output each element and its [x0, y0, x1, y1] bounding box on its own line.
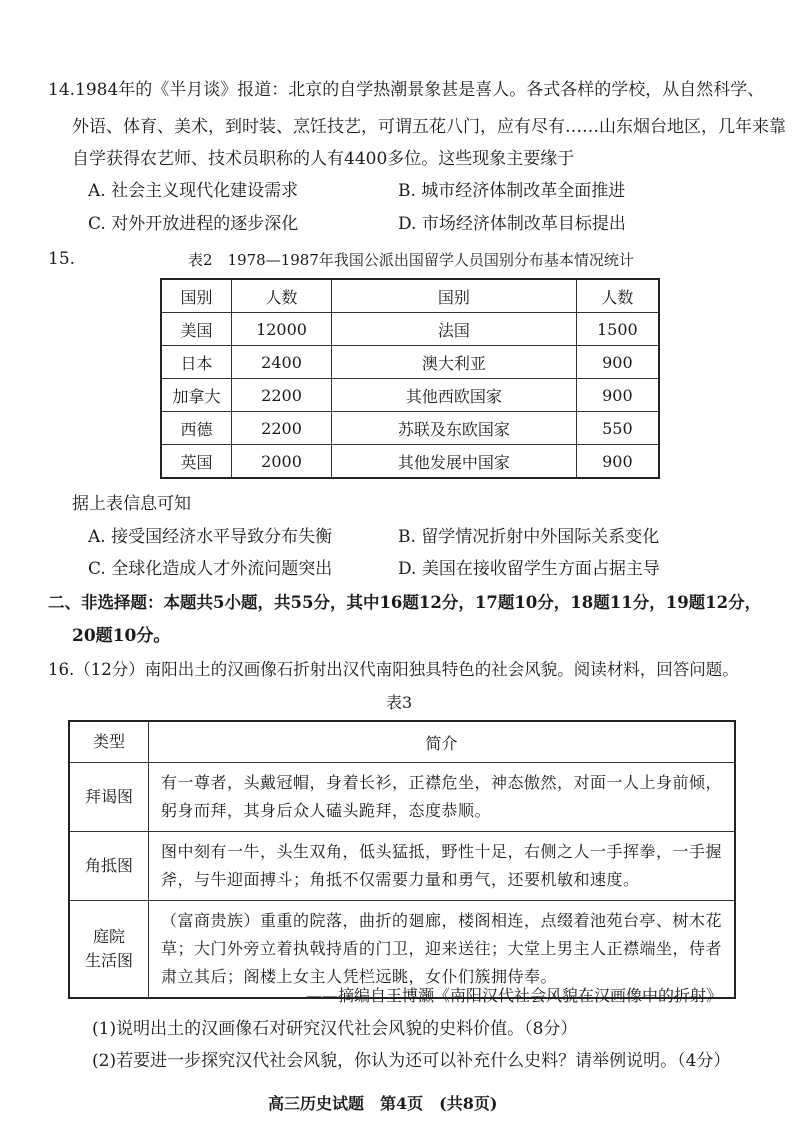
table2-cell: 其他发展中国家: [332, 445, 577, 479]
table3-desc-cell: （富商贵族）重重的院落，曲折的廻廊，楼阁相连，点缀着池苑台亭、树木花草；大门外旁立着执戟持盾的门卫，迎来送往；大堂上男主人正襟端坐，侍者肃立其后；阁楼上女主人凭栏远眺，女仆们簇拥侍奉。: [149, 901, 736, 999]
section2-heading-line-2: 20题10分。: [72, 626, 171, 646]
table2-cell: 12000: [231, 313, 331, 346]
q15-option-b: B. 留学情况折射中外国际关系变化: [398, 527, 660, 547]
table2: [160, 278, 660, 479]
table2-cell: 西德: [161, 412, 231, 445]
table2-cell: 2200: [231, 379, 331, 412]
table2-header-row: [161, 279, 659, 313]
table2-header-cell: 国别: [332, 279, 577, 313]
table2-row: [161, 445, 659, 479]
table2-cell: 550: [576, 412, 659, 445]
q14-option-a: A. 社会主义现代化建设需求: [88, 181, 299, 201]
table3-desc-cell: 图中刻有一牛，头生双角，低头猛抵，野性十足，右侧之人一手挥拳，一手握斧，与牛迎面搏斗；角抵不仅需要力量和勇气，还要机敏和速度。: [149, 832, 736, 901]
table2-caption: 表2 1978—1987年我国公派出国留学人员国别分布基本情况统计: [188, 251, 634, 269]
table3-row: [69, 832, 735, 901]
table3-desc-cell: 有一尊者，头戴冠帽，身着长衫，正襟危坐，神态傲然，对面一人上身前倾，躬身而拜，其身后众人磕头跪拜，态度恭顺。: [149, 763, 736, 832]
table3-row: [69, 763, 735, 832]
section2-heading-line-1: 二、非选择题：本题共5小题，共55分，其中16题12分，17题10分，18题11分，19题12分，: [48, 593, 762, 612]
table2-cell: 900: [576, 379, 659, 412]
table2-row: [161, 346, 659, 379]
table3-type-cell: [69, 832, 149, 901]
table2-row: [161, 379, 659, 412]
table2-cell: 2200: [231, 412, 331, 445]
table3-header-type: 类型: [69, 721, 149, 763]
q14-option-d: D. 市场经济体制改革目标提出: [398, 214, 626, 234]
table2-cell: 美国: [161, 313, 231, 346]
q16-subquestion-1: (1)说明出土的汉画像石对研究汉代社会风貌的史料价值。（8分）: [92, 1019, 578, 1039]
table3: [68, 720, 736, 999]
table2-cell: 2000: [231, 445, 331, 479]
q16-intro: 16.（12分）南阳出土的汉画像石折射出汉代南阳独具特色的社会风貌。阅读材料，回答问题。: [48, 660, 739, 679]
table2-cell: 900: [576, 445, 659, 479]
table2-cell: 日本: [161, 346, 231, 379]
q14-line-2: 外语、体育、美术，到时装、烹饪技艺，可谓五花八门，应有尽有……山东烟台地区，几年来靠: [72, 117, 786, 137]
q15-option-d: D. 美国在接收留学生方面占据主导: [398, 559, 660, 579]
table2-cell: 英国: [161, 445, 231, 479]
table3-caption: 表3: [386, 693, 413, 712]
table3-type-text: 拜谒图: [84, 787, 133, 806]
q16-source: ——摘编自王博灏《南阳汉代社会风貌在汉画像中的折射》: [306, 986, 723, 1005]
q15-stem: 据上表信息可知: [72, 494, 191, 514]
table2-cell: 加拿大: [161, 379, 231, 412]
table2-header-cell: 人数: [231, 279, 331, 313]
table2-cell: 苏联及东欧国家: [332, 412, 577, 445]
table3-type-text: 庭院: [92, 927, 125, 946]
table3-row: [69, 901, 735, 999]
q14-line-3: 自学获得农艺师、技术员职称的人有4400多位。这些现象主要缘于: [72, 149, 575, 169]
q15-number: 15.: [48, 249, 76, 269]
table2-header-cell: 人数: [576, 279, 659, 313]
table3-type-text: 角抵图: [84, 856, 133, 875]
table2-row: [161, 313, 659, 346]
q14-option-b: B. 城市经济体制改革全面推进: [398, 181, 626, 201]
q15-option-c: C. 全球化造成人才外流问题突出: [88, 559, 333, 579]
table3-header-row: [69, 721, 735, 763]
q14-line-1: 14.1984年的《半月谈》报道：北京的自学热潮景象甚是喜人。各式各样的学校，从自然科学、: [48, 80, 765, 100]
q14-option-c: C. 对外开放进程的逐步深化: [88, 214, 299, 234]
table2-cell: 1500: [576, 313, 659, 346]
q15-option-a: A. 接受国经济水平导致分布失衡: [88, 527, 333, 547]
table2-cell: 900: [576, 346, 659, 379]
table2-cell: 法国: [332, 313, 577, 346]
table3-type-cell: [69, 763, 149, 832]
table3-header-desc: 简介: [149, 721, 736, 763]
table2-header-cell: 国别: [161, 279, 231, 313]
table3-type-cell: [69, 901, 149, 999]
table2-row: [161, 412, 659, 445]
table2-cell: 2400: [231, 346, 331, 379]
q16-subquestion-2: (2)若要进一步探究汉代社会风貌，你认为还可以补充什么史料？请举例说明。（4分）: [92, 1051, 731, 1071]
table3-type-text: 生活图: [84, 951, 133, 970]
table2-cell: 澳大利亚: [332, 346, 577, 379]
page-footer: 高三历史试题 第4页 (共8页): [268, 1094, 498, 1113]
table2-cell: 其他西欧国家: [332, 379, 577, 412]
